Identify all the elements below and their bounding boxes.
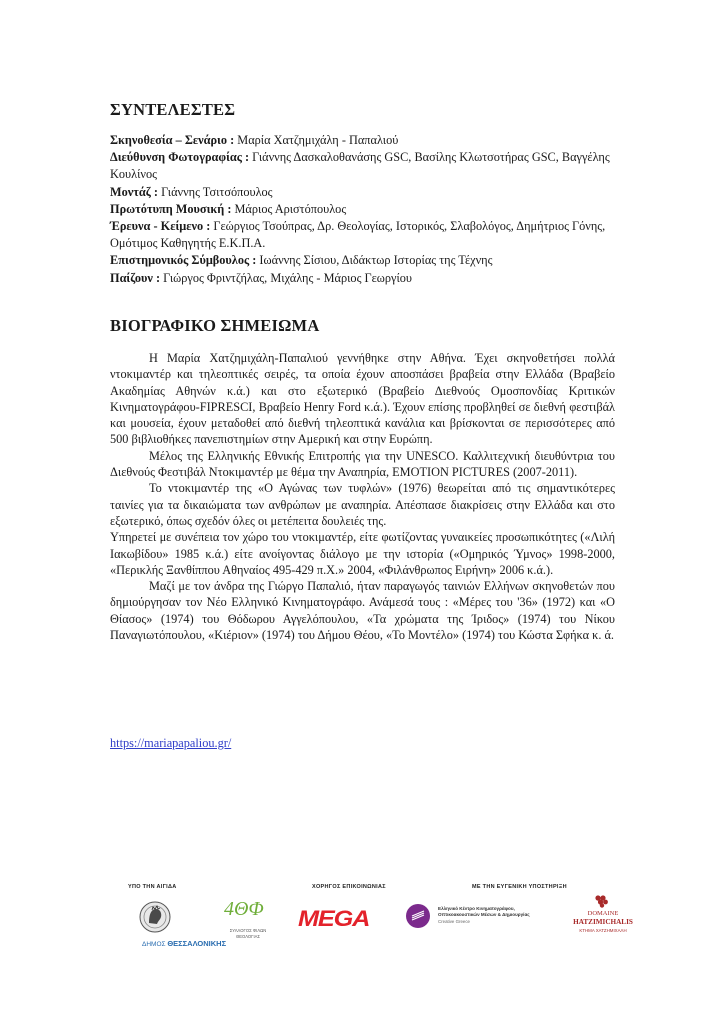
- medallion-icon: [138, 900, 172, 934]
- credit-line: [110, 270, 615, 287]
- bio-heading: ΒΙΟΓΡΑΦΙΚΟ ΣΗΜΕΙΩΜΑ: [110, 316, 320, 335]
- credit-name: Γιώργος Φριντζήλας, Μιχάλης - Μάριος Γεωργίου: [160, 270, 412, 285]
- credit-name: Γιάννης Δασκαλοθανάσης GSC, Βασίλης Κλωτσοτήρας GSC, Βαγγέλης Κουλίνος: [110, 150, 610, 182]
- ekome-line1: Ελληνικό Κέντρο Κινηματογράφου,: [438, 906, 515, 911]
- credit-line: [110, 184, 615, 201]
- media-sponsor-label: ΧΟΡΗΓΟΣ ΕΠΙΚΟΙΝΩΝΙΑΣ: [312, 884, 386, 890]
- domaine-line3: ΚΤΗΜΑ ΧΑΤΖΗΜΙΧΑΛΗ: [579, 928, 627, 933]
- sponsors-footer: [0, 880, 725, 960]
- credit-name: Μάριος Αριστόπουλος: [231, 201, 347, 216]
- credits-list: [110, 132, 615, 287]
- credit-role: Πρωτότυπη Μουσική :: [110, 201, 232, 216]
- bio-text: [110, 350, 615, 643]
- ekome-line2: Οπτικοακουστικών Μέσων & Δημιουργίας: [438, 912, 530, 917]
- thessaloniki-name: ΘΕΣΣΑΛΟΝΙΚΗΣ: [167, 939, 227, 948]
- credit-line: [110, 252, 615, 269]
- credit-role: Έρευνα - Κείμενο :: [110, 219, 211, 234]
- credit-role: Σκηνοθεσία – Σενάριο :: [110, 133, 235, 147]
- credit-name: Ιωάννης Σίσιου, Διδάκτωρ Ιστορίας της Τέχνης: [256, 253, 493, 268]
- website-link[interactable]: https://mariapapaliou.gr/: [110, 736, 232, 750]
- thessaloniki-prefix: ΔΗΜΟΣ: [142, 941, 166, 948]
- bio-paragraph: Μέλος της Ελληνικής Εθνικής Επιτροπής για την UNESCO. Καλλιτεχνική διευθύντρια του Διεθνούς Φεστιβάλ Ντοκιμαντέρ με θέμα την Αναπηρία, EMOTION PICTURES (2007-2011).: [110, 448, 615, 480]
- association-name: ΣΥΛΛΟΓΟΣ ΦΙΛΩΝ ΘΕΟΛΟΓΙΑΣ: [229, 928, 267, 939]
- support-label: ΜΕ ΤΗΝ ΕΥΓΕΝΙΚΗ ΥΠΟΣΤΗΡΙΞΗ: [472, 884, 567, 890]
- aegis-label: ΥΠΟ ΤΗΝ ΑΙΓΙΔΑ: [128, 884, 177, 890]
- credit-role: Επιστημονικός Σύμβουλος :: [110, 253, 257, 268]
- bio-paragraph: Το ντοκιμαντέρ της «Ο Αγώνας των τυφλών» (1976) θεωρείται από τις σημαντικότερες ταινίες για τα δικαιώματα των ανθρώπων με αναπηρία. Απέσπασε διακρίσεις στην Ελλάδα και στο εξωτερικό, όπως σχεδόν όλες οι μετέπειτα δουλειές της.: [110, 481, 615, 528]
- credit-role: Διεύθυνση Φωτογραφίας :: [110, 150, 250, 165]
- domaine-logo: [568, 894, 638, 954]
- association-logo: [218, 898, 278, 952]
- bio-paragraph: Υπηρετεί με συνέπεια τον χώρο του ντοκιμαντέρ, είτε φωτίζοντας γυναικείες προσωπικότητες («Λιλή Ιακωβίδου» 1985 κ.ά.) είτε ανοίγοντας διάλογο με την ιστορία («Ομηρικός Ύμνος» 1998-2000, «Περικλής Ξανθίππου Αθηναίος 495-429 π.Χ.» 2004, «Φιλάνθρωπος Ειρήνη» 2006 κ.ά.).: [110, 530, 615, 577]
- ekome-circle-icon: [406, 904, 430, 928]
- bio-paragraph: Η Μαρία Χατζημιχάλη-Παπαλιού γεννήθηκε στην Αθήνα. Έχει σκηνοθετήσει πολλά ντοκιμαντέρ και τηλεοπτικές σειρές, τα οποία έχουν αποσπάσει βραβεία στην Ελλάδα (Βραβείο Ακαδημίας Αθηνών κ.ά.) και στο εξωτερικό (Βραβείο Διεθνούς Ομοσπονδίας Κριτικών Κινηματογράφου-FIPRESCI, Βραβείο Henry Ford κ.ά.). Έχουν επίσης προβληθεί σε διεθνή φεστιβάλ και μουσεία, έχουν μεταδοθεί από διεθνή τηλεοπτικά κανάλια και βρίσκονται σε περισσότερες από 500 βιβλιοθήκες πανεπιστημίων στην Αμερική και στην Ευρώπη.: [110, 351, 615, 447]
- credit-line: [110, 201, 615, 218]
- ekome-line3: Creative Greece: [438, 919, 470, 924]
- association-mark: 4ΘΦ: [224, 898, 264, 920]
- credits-heading: ΣΥΝΤΕΛΕΣΤΕΣ: [110, 100, 236, 119]
- credit-name: Γεώργιος Τσούπρας, Δρ. Θεολογίας, Ιστορικός, Σλαβολόγος, Δημήτριος Γόνης, Ομότιμος Καθηγητής Ε.Κ.Π.Α.: [110, 219, 606, 251]
- thessaloniki-logo: [132, 900, 227, 950]
- mega-logo: [298, 904, 388, 934]
- credit-line: [110, 132, 615, 149]
- grape-icon: [592, 894, 612, 908]
- credit-role: Μοντάζ :: [110, 184, 159, 199]
- domaine-line1: DOMAINE: [587, 910, 619, 917]
- domaine-line2: HATZIMICHALIS: [573, 918, 633, 926]
- bio-paragraph: Μαζί με τον άνδρα της Γιώργο Παπαλιό, ήταν παραγωγός ταινιών Ελλήνων σκηνοθετών που δημιούργησαν τον Νέο Ελληνικό Κινηματογράφο. Ανάμεσά τους : «Μέρες του '36» (1972) και «Ο Θίασος» (1974) του Θόδωρου Αγγελόπουλου, «Τα χρώματα της Ίριδος» (1974) του Νίκου Παναγιωτόπουλου, «Κιέριον» (1974) του Δήμου Θέου, «Το Μοντέλο» (1974) του Κώστα Σφήκα κ. ά.: [110, 579, 615, 643]
- credit-role: Παίζουν :: [110, 270, 161, 285]
- credit-name: Γιάννης Τσιτσόπουλος: [158, 184, 273, 199]
- credit-line: [110, 218, 615, 252]
- ekome-logo: [406, 900, 566, 940]
- mega-wordmark: MEGA: [298, 906, 370, 931]
- credit-name: Μαρία Χατζημιχάλη - Παπαλιού: [234, 133, 399, 147]
- credit-line: [110, 149, 615, 183]
